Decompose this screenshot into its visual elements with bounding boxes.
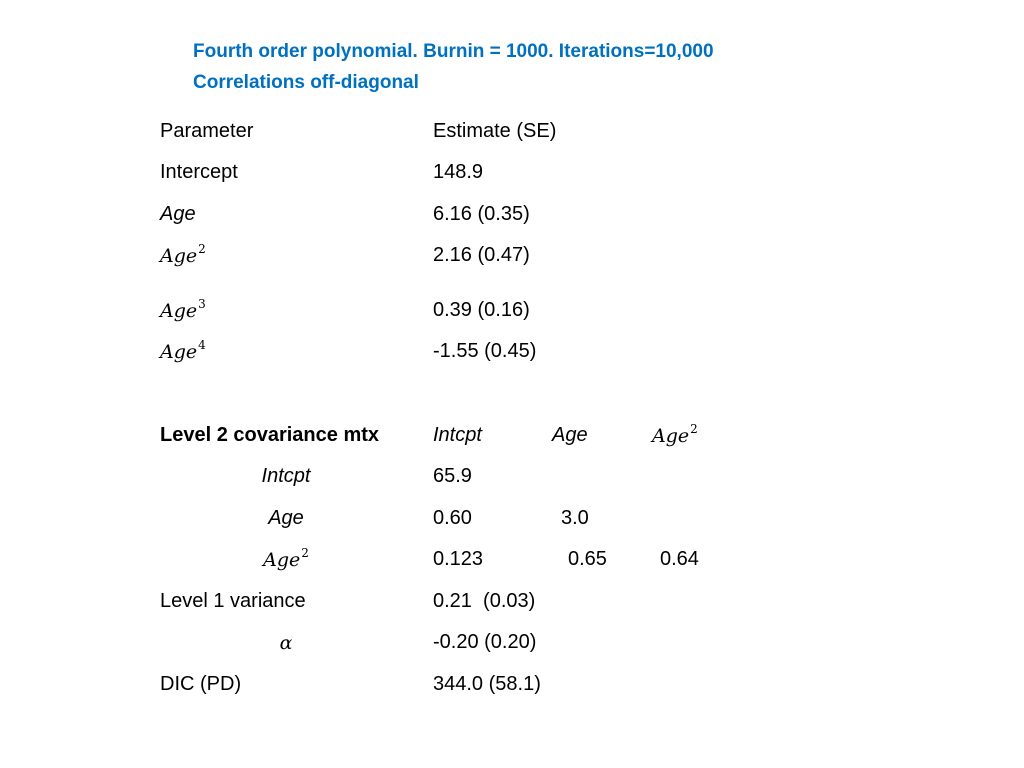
level1-variance-label: Level 1 variance <box>160 590 306 612</box>
level1-variance-value: 0.21 (0.03) <box>433 590 536 612</box>
cov-col-age-squared: Age$^2$ <box>652 422 698 447</box>
age-label: Age <box>160 203 196 225</box>
age-squared-estimate: 2.16 (0.47) <box>433 244 530 266</box>
age-estimate: 6.16 (0.35) <box>433 203 530 225</box>
parameter-header: Parameter <box>160 120 254 142</box>
dic-label: DIC (PD) <box>160 673 242 695</box>
alpha-value: -0.20 (0.20) <box>433 631 537 653</box>
cov-age2-intcpt: 0.123 <box>433 548 484 570</box>
slide-title <box>193 36 893 98</box>
cov-col-age: Age <box>552 424 588 446</box>
dic-value: 344.0 (58.1) <box>433 673 541 695</box>
cov-row-age-label: Age <box>268 507 304 529</box>
cov-age-intcpt: 0.60 <box>433 507 472 529</box>
title-line-2: Correlations off-diagonal <box>193 72 419 93</box>
covariance-heading: Level 2 covariance mtx <box>160 424 380 446</box>
estimate-header: Estimate (SE) <box>433 120 557 142</box>
cov-row-age-squared-label: Age$^2$ <box>263 546 309 571</box>
age-cubed-label: Age$^3$ <box>160 297 206 322</box>
intercept-estimate: 148.9 <box>433 161 484 183</box>
cov-intcpt-intcpt: 65.9 <box>433 465 472 487</box>
alpha-label: α <box>279 632 293 654</box>
cov-age2-age: 0.65 <box>568 548 607 570</box>
age-fourth-estimate: -1.55 (0.45) <box>433 340 537 362</box>
cov-row-intcpt-label: Intcpt <box>261 465 311 487</box>
age-fourth-label: Age$^4$ <box>160 338 206 363</box>
cov-age2-age2: 0.64 <box>660 548 699 570</box>
age-cubed-estimate: 0.39 (0.16) <box>433 299 530 321</box>
intercept-label: Intercept <box>160 161 238 183</box>
age-squared-label: Age$^2$ <box>160 242 206 267</box>
cov-age-age: 3.0 <box>561 507 589 529</box>
title-line-1: Fourth order polynomial. Burnin = 1000. Iterations=10,000 <box>193 41 714 62</box>
cov-col-intcpt: Intcpt <box>433 424 482 446</box>
